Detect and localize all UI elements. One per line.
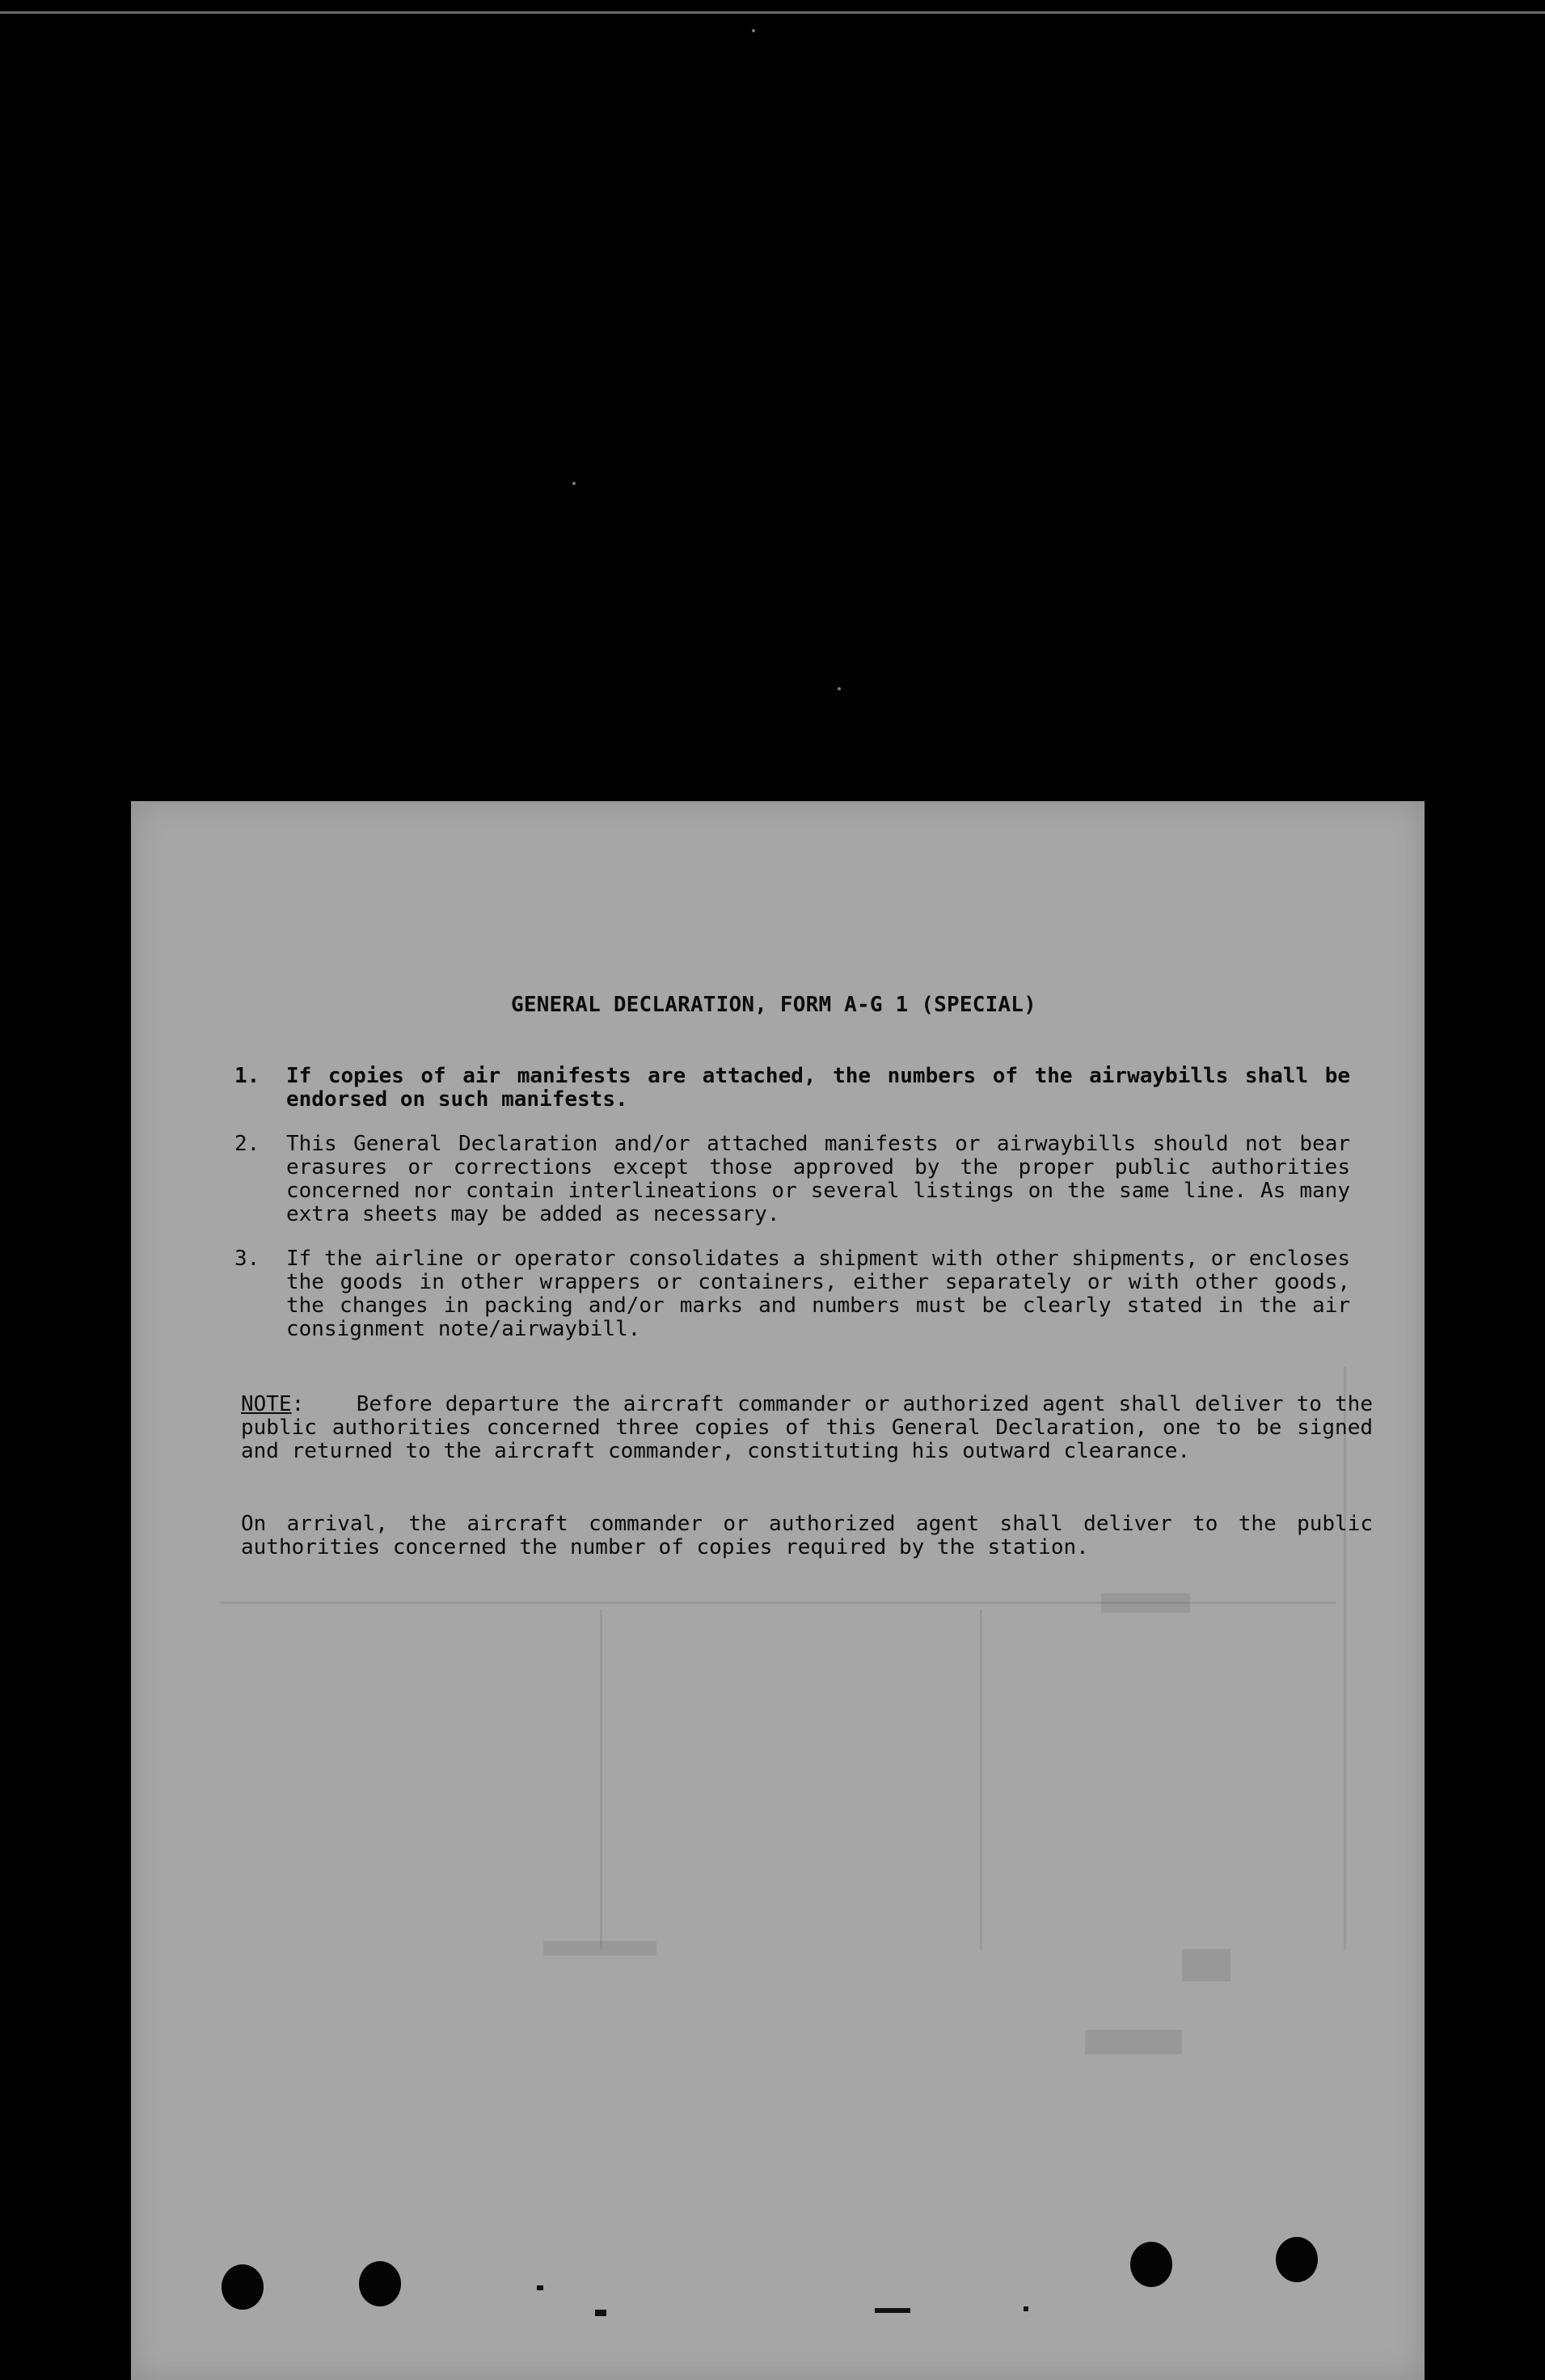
note-colon: : <box>291 1392 357 1416</box>
punch-hole <box>1130 2242 1172 2287</box>
item-text: This General Declaration and/or attached manifests or airwaybills should not bear erasures or corrections except those approved by the proper public authorities concerned nor contain interlineations or several listings on the same line. As many extra sheets may be added as necessary. <box>286 1132 1350 1226</box>
note-paragraph <box>241 1393 1373 1463</box>
punch-hole <box>359 2261 401 2306</box>
bleed-through-mark <box>543 1941 656 1956</box>
bleed-through-mark <box>1085 2030 1182 2054</box>
scanned-page <box>131 801 1425 2380</box>
item-number: 3. <box>234 1247 260 1271</box>
bleed-through-line <box>600 1610 602 1949</box>
bleed-through-line <box>980 1610 982 1949</box>
scan-speck <box>572 482 576 485</box>
scan-speck <box>838 687 841 690</box>
arrival-paragraph: On arrival, the aircraft commander or authorized agent shall deliver to the public authorities concerned the number of copies required by the station. <box>241 1512 1373 1559</box>
item-number: 1. <box>234 1064 260 1088</box>
note-text: Before departure the aircraft commander or authorized agent shall deliver to the public authorities concerned three copies of this General Declaration, one to be signed and returned to the aircraft commander, constituting his outward clearance. <box>241 1392 1373 1463</box>
document-title: GENERAL DECLARATION, FORM A-G 1 (SPECIAL) <box>511 993 1036 1017</box>
scan-edge-line <box>0 11 1545 14</box>
bleed-through-mark <box>1101 1593 1190 1613</box>
scan-speck <box>752 29 755 32</box>
scan-smudge <box>595 2310 606 2316</box>
bleed-through-mark <box>1182 1949 1231 1981</box>
item-number: 2. <box>234 1132 260 1156</box>
scan-smudge <box>1024 2306 1028 2311</box>
scan-smudge <box>537 2285 543 2290</box>
punch-hole <box>222 2264 264 2310</box>
item-text: If the airline or operator consolidates a shipment with other shipments, or encloses the goods in other wrappers or containers, either separately or with other goods, the changes in packing and/or marks and numbers must be clearly stated in the air consignment note/airwaybill. <box>286 1247 1350 1341</box>
item-text: If copies of air manifests are attached, the numbers of the airwaybills shall be endorsed on such manifests. <box>286 1064 1350 1112</box>
note-label: NOTE <box>241 1392 292 1416</box>
scan-smudge <box>875 2308 910 2313</box>
punch-hole <box>1276 2237 1318 2282</box>
